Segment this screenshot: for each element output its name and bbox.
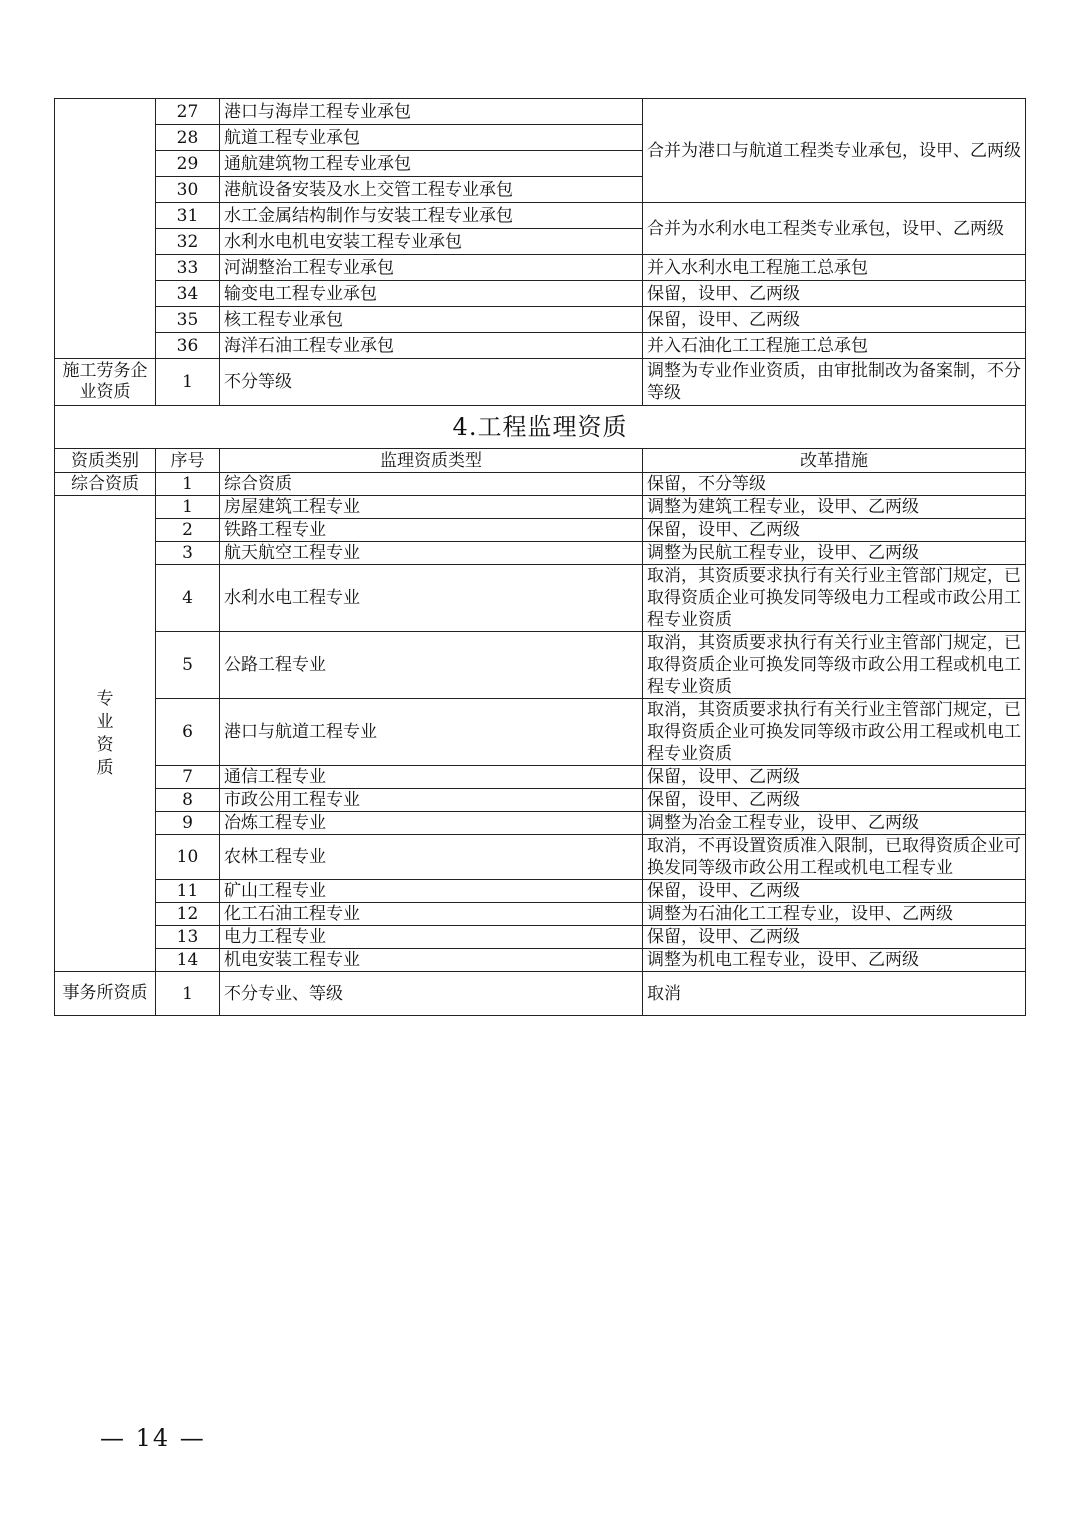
qualification-name: 通信工程专业 [220,766,643,789]
row-number: 6 [156,699,220,766]
category-cell [55,496,156,972]
qualification-name: 航天航空工程专业 [220,542,643,565]
reform-measure: 保留，不分等级 [643,473,1026,496]
qualification-name: 港口与海岸工程专业承包 [220,99,643,125]
row-number: 4 [156,565,220,632]
reform-measure: 并入水利水电工程施工总承包 [643,255,1026,281]
header-number: 序号 [156,449,220,473]
row-number: 34 [156,281,220,307]
table-row [55,542,1026,565]
row-number: 12 [156,903,220,926]
qualification-name: 港口与航道工程专业 [220,699,643,766]
category-cell: 事务所资质 [55,972,156,1016]
reform-measure: 并入石油化工工程施工总承包 [643,333,1026,359]
row-number: 1 [156,359,220,406]
reform-measure: 保留，设甲、乙两级 [643,519,1026,542]
section-title: 4.工程监理资质 [55,406,1026,449]
category-label-vertical: 专业资质 [96,688,114,778]
qualification-name: 海洋石油工程专业承包 [220,333,643,359]
table-row [55,699,1026,766]
row-number: 29 [156,151,220,177]
qualification-name: 电力工程专业 [220,926,643,949]
header-type: 监理资质类型 [220,449,643,473]
header-measure: 改革措施 [643,449,1026,473]
row-number: 5 [156,632,220,699]
reform-measure: 保留，设甲、乙两级 [643,281,1026,307]
table-row [55,473,1026,496]
table-row [55,766,1026,789]
table-row [55,333,1026,359]
header-row [55,449,1026,473]
qualification-name: 水利水电工程专业 [220,565,643,632]
reform-measure: 保留，设甲、乙两级 [643,307,1026,333]
row-number: 31 [156,203,220,229]
row-number: 33 [156,255,220,281]
qualification-name: 房屋建筑工程专业 [220,496,643,519]
qualification-name: 不分专业、等级 [220,972,643,1016]
reform-measure: 调整为冶金工程专业，设甲、乙两级 [643,812,1026,835]
table-row [55,903,1026,926]
reform-measure: 取消，其资质要求执行有关行业主管部门规定，已取得资质企业可换发同等级市政公用工程或机电工程专业资质 [643,699,1026,766]
qualification-name: 河湖整治工程专业承包 [220,255,643,281]
qualification-name: 港航设备安装及水上交管工程专业承包 [220,177,643,203]
row-number: 3 [156,542,220,565]
table-row [55,281,1026,307]
reform-measure: 调整为机电工程专业，设甲、乙两级 [643,949,1026,972]
reform-measure: 保留，设甲、乙两级 [643,926,1026,949]
reform-measure: 合并为港口与航道工程类专业承包，设甲、乙两级 [643,99,1026,203]
row-number: 9 [156,812,220,835]
table-row [55,496,1026,519]
row-number: 32 [156,229,220,255]
qualification-name: 综合资质 [220,473,643,496]
table-row [55,359,1026,406]
row-number: 2 [156,519,220,542]
table-row [55,565,1026,632]
row-number: 14 [156,949,220,972]
reform-measure: 取消，其资质要求执行有关行业主管部门规定，已取得资质企业可换发同等级电力工程或市政公用工程专业资质 [643,565,1026,632]
header-category: 资质类别 [55,449,156,473]
reform-measure: 调整为石油化工工程专业，设甲、乙两级 [643,903,1026,926]
table-row [55,880,1026,903]
row-number: 1 [156,972,220,1016]
row-number: 28 [156,125,220,151]
reform-measure: 保留，设甲、乙两级 [643,789,1026,812]
table-row [55,949,1026,972]
qualification-name: 输变电工程专业承包 [220,281,643,307]
category-cell: 施工劳务企业资质 [55,359,156,406]
page-number: — 14 — [100,1424,206,1452]
row-number: 35 [156,307,220,333]
reform-measure: 保留，设甲、乙两级 [643,880,1026,903]
table-row [55,789,1026,812]
row-number: 1 [156,473,220,496]
row-number: 1 [156,496,220,519]
row-number: 27 [156,99,220,125]
reform-measure: 取消，不再设置资质准入限制，已取得资质企业可换发同等级市政公用工程或机电工程专业 [643,835,1026,880]
qualification-name: 水工金属结构制作与安装工程专业承包 [220,203,643,229]
qualification-name: 市政公用工程专业 [220,789,643,812]
reform-measure: 合并为水利水电工程类专业承包，设甲、乙两级 [643,203,1026,255]
qualification-name: 农林工程专业 [220,835,643,880]
qualification-table [54,98,1026,1016]
row-number: 7 [156,766,220,789]
qualification-name: 化工石油工程专业 [220,903,643,926]
category-cell-continued [55,99,156,359]
qualification-name: 水利水电机电安装工程专业承包 [220,229,643,255]
qualification-name: 机电安装工程专业 [220,949,643,972]
reform-measure: 取消 [643,972,1026,1016]
reform-measure: 调整为民航工程专业，设甲、乙两级 [643,542,1026,565]
qualification-name: 航道工程专业承包 [220,125,643,151]
row-number: 30 [156,177,220,203]
qualification-name: 通航建筑物工程专业承包 [220,151,643,177]
table-row [55,99,1026,125]
table-row [55,926,1026,949]
table-row [55,632,1026,699]
table-row [55,519,1026,542]
reform-measure: 调整为专业作业资质，由审批制改为备案制，不分等级 [643,359,1026,406]
row-number: 10 [156,835,220,880]
table-row [55,972,1026,1016]
qualification-name: 矿山工程专业 [220,880,643,903]
row-number: 36 [156,333,220,359]
row-number: 13 [156,926,220,949]
table-row [55,255,1026,281]
category-cell: 综合资质 [55,473,156,496]
row-number: 11 [156,880,220,903]
reform-measure: 保留，设甲、乙两级 [643,766,1026,789]
table-row [55,812,1026,835]
row-number: 8 [156,789,220,812]
table-row [55,835,1026,880]
qualification-name: 冶炼工程专业 [220,812,643,835]
section-title-row [55,406,1026,449]
qualification-name: 公路工程专业 [220,632,643,699]
table-row [55,203,1026,229]
table-row [55,307,1026,333]
reform-measure: 取消，其资质要求执行有关行业主管部门规定，已取得资质企业可换发同等级市政公用工程或机电工程专业资质 [643,632,1026,699]
qualification-name: 核工程专业承包 [220,307,643,333]
qualification-name: 铁路工程专业 [220,519,643,542]
qualification-name: 不分等级 [220,359,643,406]
reform-measure: 调整为建筑工程专业，设甲、乙两级 [643,496,1026,519]
